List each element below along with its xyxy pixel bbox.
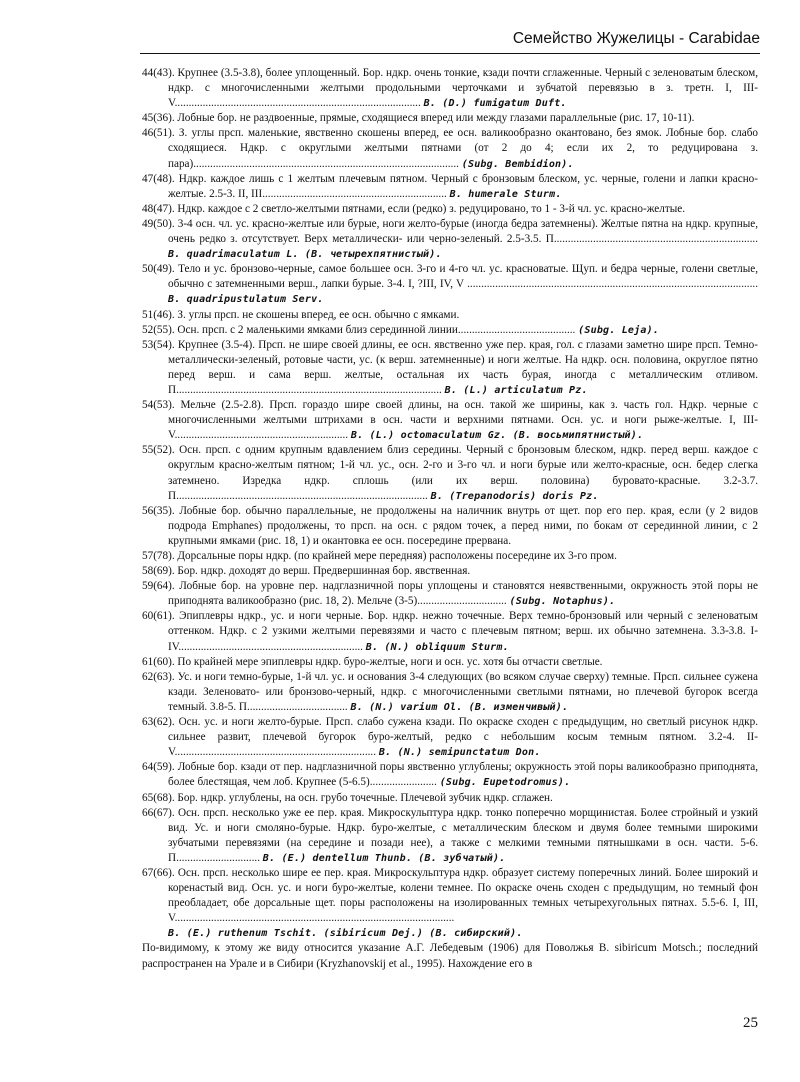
species-name: B. (L.) octomaculatum Gz. (B. восьмипятнистый).: [350, 430, 644, 442]
key-entry: 62(63). Ус. и ноги темно-бурые, 1-й чл. ус. и основания 3-4 следующих (во всяком случае сверху) темные. Прсп. сильнее сужена кзади. Зеленовато- или бронзово-черный, ндкр. с многочисленными светлыми пятнами, но плечевой бугорок всегда темный. 3.8-5. П.................................... B. (N.) varium Ol. (B. изменчивый).: [142, 670, 758, 713]
running-header: Семейство Жужелицы - Carabidae: [512, 30, 760, 47]
subgenus-name: (Subg. Bembidion).: [461, 158, 574, 170]
key-entry: 61(60). По крайней мере эпиплевры ндкр. буро-желтые, ноги и осн. ус. хотя бы отчасти светлые.: [142, 655, 603, 668]
key-entry: 46(51). З. углы прсп. маленькие, явственно скошены вперед, ее осн. валикообразно окантовано, без ямок. Лобные бор. слабо сходящиеся. Ндкр. с округлыми желтыми пятнами (от 2 до 4; если их 2, то редуцирована з. пара)............................................................................................... (Subg. Bembidion).: [142, 127, 758, 170]
species-name: B. (N.) varium Ol. (B. изменчивый).: [350, 701, 569, 713]
key-entry: 64(59). Лобные бор. кзади от пер. надглазничной поры явственно углублены; окружность этой поры валикообразно приподнята, более блестящая, чем лоб. Крупнее (5-6.5)........................ (Subg. Eupetodromus).: [142, 761, 758, 789]
key-entry: 63(62). Осн. ус. и ноги желто-бурые. Прсп. слабо сужена кзади. По окраске сходен с предыдущим, но светлый рисунок ндкр. сильнее развит, плечевой бугорок буро-желтый, редко с небольшим косым темным пятном. 3.2-4. II-V........................................................................ B. (N.) semipunctatum Don.: [142, 716, 758, 759]
key-entry: 48(47). Ндкр. каждое с 2 светло-желтыми пятнами, если (редко) з. редуцировано, то 1 - 3-й чл. ус. красно-желтые.: [142, 202, 686, 215]
subgenus-name: (Subg. Leja).: [578, 324, 660, 336]
key-text: [142, 66, 758, 972]
key-entry: 47(48). Ндкр. каждое лишь с 1 желтым плечевым пятном. Черный с бронзовым блеском, ус. черные, голени и лапки красно-желтые. 2.5-3. II, III.................................................................. B. humerale Sturm.: [142, 172, 758, 200]
header-rule: [140, 53, 760, 54]
key-entry: 44(43). Крупнее (3.5-3.8), более уплощенный. Бор. ндкр. очень тонкие, кзади почти сглаженные. Черный с зеленоватым блеском, ндкр. с многочисленными желтыми продольными черточками и зубчатой перевязью в з. третн. I, III-V........................................................................................ B. (D.) fumigatum Duft.: [142, 67, 758, 110]
species-name: B. (E.) dentellum Thunb. (B. зубчатый).: [262, 852, 506, 864]
key-entry: 67(66). Осн. прсп. несколько шире ее пер. края. Микроскульптура ндкр. образует систему поперечных линий. Более широкий и коренастый вид. Осн. ус. и ноги буро-желтые, колени темнее. По окраске очень сходен с предыдущим, но темный фон преобладает, обе дорсальные щет. поры расположены на изолированных темных четырехугольных пятнах. 5.5-6. I, III, V.................................................................................................... B. (E.) ruthenum Tschit. (sibiricum Dej.) (B. сибирский).: [142, 866, 758, 940]
species-name: B. (D.) fumigatum Duft.: [423, 98, 567, 110]
key-entry: 60(61). Эпиплевры ндкр., ус. и ноги черные. Бор. ндкр. нежно точечные. Верх темно-бронзовый или черный с зеленоватым оттенком. Ндкр. с 2 узкими желтыми перевязями и часто с плечевым пятном; верш. их обычно затемнена. 3.3-3.8. I-IV.................................................................. B. (N.) obliquum Sturm.: [142, 610, 758, 653]
species-name: B. quadrimaculatum L. (B. четырехпятнистый).: [168, 249, 442, 261]
key-entry: 56(35). Лобные бор. обычно параллельные, не продолжены на наличник внутрь от щет. пор его пер. края, если (у 2 видов подрода Emphanes) продолжены, то прсп. на осн. с рядом точек, а перед ними, по бокам от серединной линии, с 2 крупными ямками (рис. 18, 1) и окантовка ее осн. посередине прервана.: [142, 504, 758, 547]
subgenus-name: (Subg. Notaphus).: [509, 596, 616, 608]
species-name: B. quadripustulatum Serv.: [168, 294, 324, 306]
key-entry: 52(55). Осн. прсп. с 2 маленькими ямками близ серединной линии.......................................... (Subg. Leja).: [142, 323, 660, 336]
species-name: B. (L.) articulatum Pz.: [444, 384, 588, 396]
key-entry: 50(49). Тело и ус. бронзово-черные, самое большее осн. 3-го и 4-го чл. ус. красноватые. Щуп. и бедра черные, голени светлые, обычно с затемненными верш., лапки бурые. 3-4. I, ?III, IV, V ........................................................................................................ B. quadripustulatum Serv.: [142, 263, 758, 306]
species-name: B. (N.) obliquum Sturm.: [365, 641, 509, 653]
species-name: B. humerale Sturm.: [449, 188, 562, 200]
key-entry: 66(67). Осн. прсп. несколько уже ее пер. края. Микроскульптура ндкр. тонко поперечно морщинистая. Более стройный и узкий вид. Ус. и ноги смоляно-бурые. Ндкр. буро-желтые, с металлическим блеском и двумя более темными широкими зубчатыми перевязями (на середине и позади нее), а также с мелкими темными пятнышками в осн. части. 5-6. П.............................. B. (E.) dentellum Thunb. (B. зубчатый).: [142, 806, 758, 864]
key-entry: 57(78). Дорсальные поры ндкр. (по крайней мере передняя) расположены посередине их 3-го пром.: [142, 550, 617, 562]
closing-paragraph: По-видимому, к этому же виду относится указание А.Г. Лебедевым (1906) для Поволжья B. sibiricum Motsch.; последний распространен на Урале и в Сибири (Kryzhanovskij et al., 1995). Нахождение его в: [142, 942, 758, 970]
page-number: 25: [743, 1015, 758, 1031]
key-entry: 51(46). З. углы прсп. не скошены вперед, ее осн. обычно с ямками.: [142, 308, 460, 321]
species-name: B. (N.) semipunctatum Don.: [378, 747, 541, 759]
key-entry: 49(50). 3-4 осн. чл. ус. красно-желтые или бурые, ноги желто-бурые (иногда бедра затемнены). Желтые пятна на ндкр. крупные, очень редко з. отсутствует. Верх металлически- или черно-зеленый. 2.5-3.5. П......................................................................... B. quadrimaculatum L. (B. четырехпятнистый).: [142, 217, 758, 261]
key-entry: 59(64). Лобные бор. на уровне пер. надглазничной поры уплощены и становятся неявственными, окружность этой поры не приподнята валикообразно (рис. 18, 2). Мельче (3-5)................................ (Subg. Notaphus).: [142, 580, 758, 608]
key-entry: 54(53). Мельче (2.5-2.8). Прсп. гораздо шире своей длины, на осн. такой же ширины, как з. часть гол. Ндкр. черные с многочисленными желтыми штрихами в осн. части и верхними пятнами. Осн. ус. и ноги рыже-желтые. I, III-V.............................................................. B. (L.) octomaculatum Gz. (B. восьмипятнистый).: [142, 399, 758, 442]
subgenus-name: (Subg. Eupetodromus).: [439, 777, 571, 789]
species-name: B. (Trepanodoris) doris Pz.: [430, 490, 599, 502]
key-entry: 58(69). Бор. ндкр. доходят до верш. Предвершинная бор. явственная.: [142, 565, 471, 578]
key-entry: 65(68). Бор. ндкр. углублены, на осн. грубо точечные. Плечевой зубчик ндкр. сглажен.: [142, 791, 553, 804]
key-entry: 53(54). Крупнее (3.5-4). Прсп. не шире своей длины, ее осн. явственно уже пер. края, гол. с глазами заметно шире прсп. Темно-металлически-зеленый, ротовые части, ус. (к верш. затемненные) и ноги желтые. На ндкр. осн. половина, округлое пятно перед верш. и сама верш. желтые, остальная их часть бурая, иногда с металлическим отливом. П............................................................................................... B. (L.) articulatum Pz.: [142, 338, 758, 396]
species-name: B. (E.) ruthenum Tschit. (sibiricum Dej.) (B. сибирский).: [168, 928, 523, 940]
key-entry: 45(36). Лобные бор. не раздвоенные, прямые, сходящиеся вперед или между глазами параллельные (рис. 17, 10-11).: [142, 112, 695, 125]
key-entry: 55(52). Осн. прсп. с одним крупным вдавлением близ середины. Черный с бронзовым блеском, ндкр. перед верш. каждое с округлым красно-желтым пятном; 1-й чл. ус., осн. 2-го и 3-го чл. и ноги бурые или желто-красные, осн. бедер слегка затемнено. Изредка ндкр. сплошь (или их верш. половина) буровато-красные. 3.2-3.7. П.......................................................................................... B. (Trepanodoris) doris Pz.: [142, 444, 758, 502]
